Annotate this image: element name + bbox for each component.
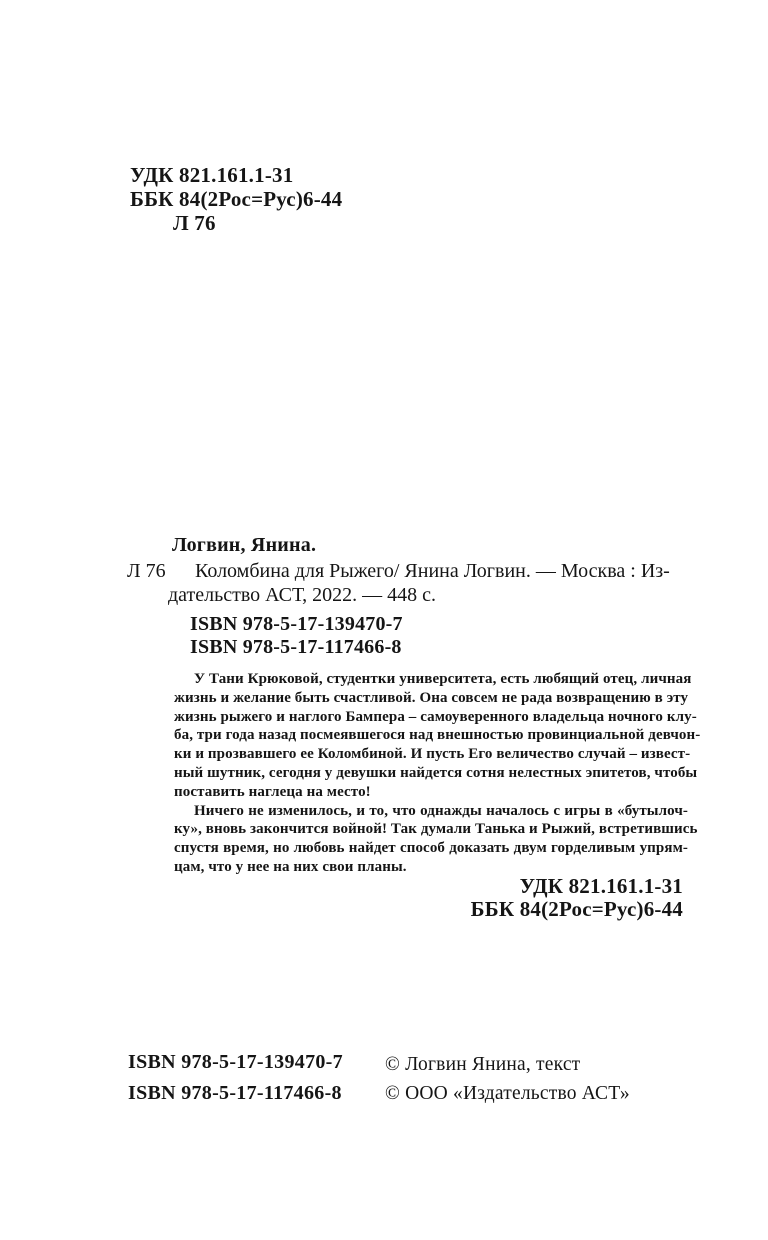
catalog-title-line1: Коломбина для Рыжего/ Янина Логвин. — Москва : Из- [195, 560, 670, 582]
udk-code-right: УДК 821.161.1-31 [519, 874, 683, 898]
annotation-line: спустя время, но любовь найдет способ доказать двум горделивым упрям- [174, 840, 688, 857]
catalog-title-line2: дательство АСТ, 2022. — 448 с. [168, 584, 437, 606]
udk-code-top: УДК 821.161.1-31 [130, 163, 294, 187]
catalog-card-code: Л 76 [127, 560, 166, 582]
isbn-block-middle [190, 613, 403, 659]
annotation-line: жизнь и желание быть счастливой. Она совсем не рада возвращению в эту [174, 689, 689, 706]
annotation-line: ку», вновь закончится войной! Так думали Танька и Рыжий, встретившись [174, 821, 698, 838]
annotation-line: поставить наглеца на место! [174, 783, 371, 800]
bbk-code-right: ББК 84(2Рос=Рус)6-44 [470, 897, 683, 921]
annotation-line: ки и прозвавшего ее Коломбиной. И пусть Его величество случай – извест- [174, 746, 691, 763]
codes-block-right [471, 875, 683, 921]
annotation-line: Ничего не изменилось, и то, что однажды началось с игры в «бутылоч- [194, 802, 688, 819]
annotation-line: ба, три года назад посмеявшегося над внешностью провинциальной девчон- [174, 727, 701, 744]
bbk-code-top: ББК 84(2Рос=Рус)6-44 [130, 187, 343, 211]
isbn1-middle: ISBN 978-5-17-139470-7 [190, 613, 403, 635]
author-heading: Логвин, Янина. [172, 534, 317, 556]
annotation-line: ный шутник, сегодня у девушки найдется сотня нелестных эпитетов, чтобы [174, 764, 698, 781]
footer-copyright-block [385, 1050, 630, 1108]
top-codes-block [130, 163, 342, 235]
isbn2-footer: ISBN 978-5-17-117466-8 [128, 1082, 342, 1104]
annotation-line: У Тани Крюковой, студентки университета, есть любящий отец, личная [194, 671, 692, 687]
isbn1-footer: ISBN 978-5-17-139470-7 [128, 1051, 343, 1073]
copyright-publisher: © ООО «Издательство АСТ» [385, 1083, 630, 1104]
footer-isbn-block [128, 1047, 343, 1109]
annotation-text [174, 670, 701, 877]
annotation-line: жизнь рыжего и наглого Бампера – самоуверенного владельца ночного клу- [174, 708, 697, 725]
copyright-author: © Логвин Янина, текст [385, 1054, 581, 1075]
author-sign-top: Л 76 [173, 211, 216, 235]
annotation-line: цам, что у нее на них свои планы. [174, 858, 407, 875]
isbn2-middle: ISBN 978-5-17-117466-8 [190, 636, 402, 658]
